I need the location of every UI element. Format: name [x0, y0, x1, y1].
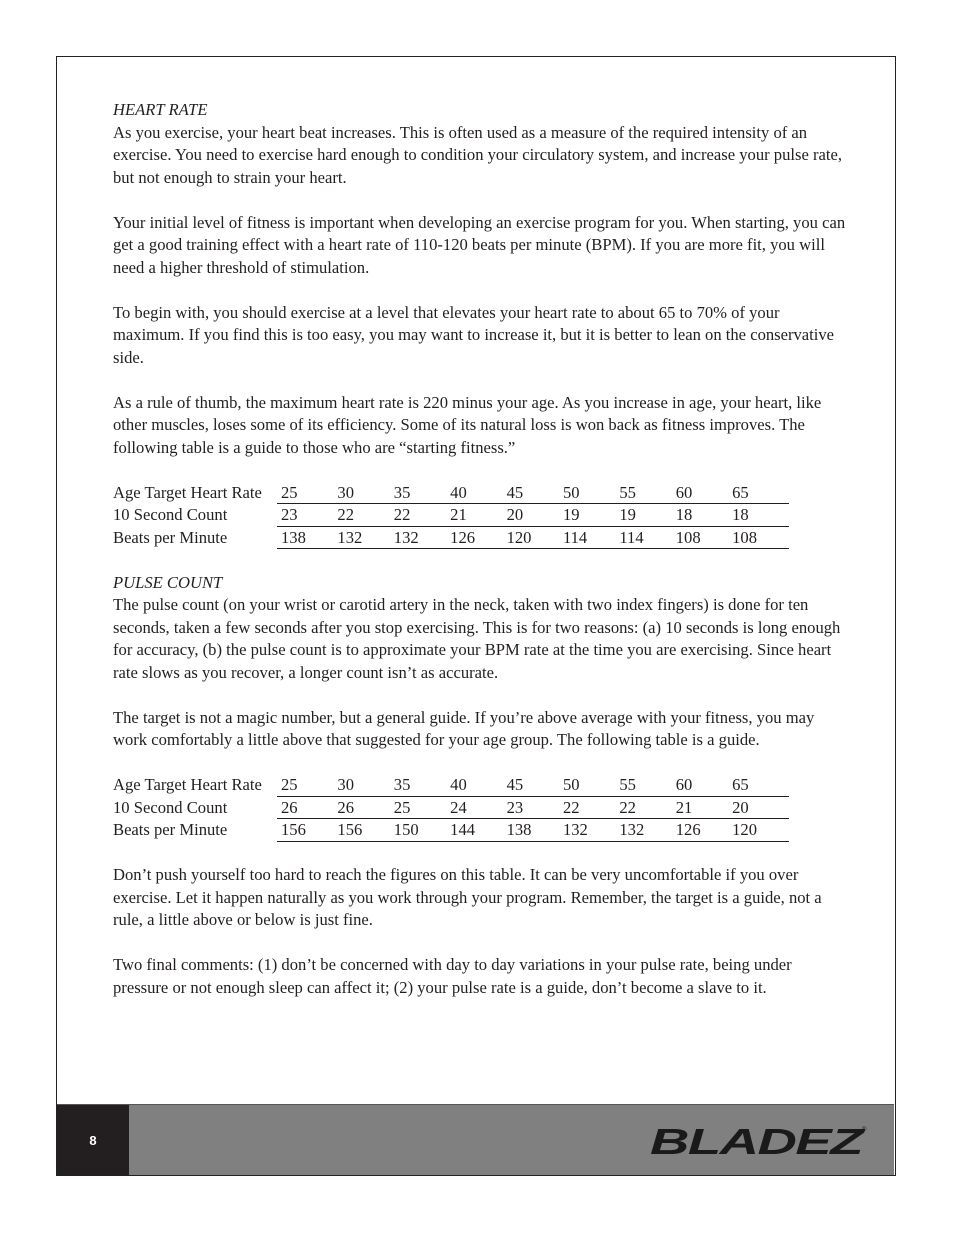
table-row: [113, 797, 789, 820]
pulse-count-heading: PULSE COUNT: [113, 572, 223, 592]
table-cell: 23: [281, 505, 298, 524]
table-cell: 45: [506, 482, 524, 502]
table-row: [113, 482, 789, 505]
row-values: [277, 774, 789, 797]
table-cell: 35: [393, 775, 411, 794]
table-cell: 120: [506, 527, 532, 547]
table-cell: 24: [450, 797, 467, 817]
page-number: 8: [57, 1105, 129, 1175]
row-label: Age Target Heart Rate: [113, 482, 262, 502]
pulse-count-paragraph-1: The pulse count (on your wrist or carotid artery in the neck, taken with two index fingers) is done for ten seconds, taken a few seconds after you stop exercising. This is for two reasons: (a) 10 seconds is long enough for accuracy, (b) the pulse count is to approximate your BPM rate at the time you are exercising. Since heart rate slows as you recover, a longer count isn’t as accurate.: [113, 595, 841, 682]
table-cell: 45: [506, 775, 524, 794]
table-cell: 138: [506, 820, 532, 839]
heart-rate-paragraph-2: Your initial level of fitness is important when developing an exercise program for you. When starting, you can get a good training effect with a heart rate of 110-120 beats per minute (BPM). If you are more fit, you will need a higher threshold of stimulation.: [113, 212, 846, 277]
table-cell: 132: [337, 527, 363, 547]
brand-name: BLADEZ: [650, 1123, 867, 1159]
table-cell: 18: [675, 505, 693, 524]
heart-rate-paragraph-4: As a rule of thumb, the maximum heart rate is 220 minus your age. As you increase in age, your heart, like other muscles, loses some of its efficiency. Some of its natural loss is won back as fitness improves. The following table is a guide to those who are “starting fitness.”: [113, 392, 822, 457]
table-cell: 50: [562, 482, 580, 502]
row-label: Beats per Minute: [113, 820, 228, 839]
table-cell: 138: [281, 527, 306, 547]
table-cell: 55: [619, 775, 636, 794]
table-cell: 25: [281, 775, 298, 794]
row-values: [277, 797, 789, 820]
table-cell: 26: [337, 797, 354, 817]
table-cell: 18: [732, 505, 749, 524]
table-cell: 26: [281, 797, 298, 817]
table-cell: 22: [619, 797, 636, 817]
table-cell: 40: [450, 482, 467, 502]
page-frame: [56, 56, 896, 1176]
row-label: 10 Second Count: [113, 505, 228, 524]
table-cell: 114: [619, 527, 644, 547]
row-label: Age Target Heart Rate: [113, 775, 262, 794]
table-cell: 21: [450, 505, 467, 524]
table-cell: 55: [619, 482, 636, 502]
pulse-count-paragraph-2: The target is not a magic number, but a general guide. If you’re above average with your fitness, you may work comfortably a little above that suggested for your age group. The following table is a guide.: [113, 707, 815, 749]
page-footer: [57, 1104, 894, 1175]
table-cell: 23: [506, 797, 524, 817]
table-cell: 30: [337, 775, 354, 794]
table-cell: 150: [393, 820, 419, 839]
heart-rate-paragraph-1: As you exercise, your heart beat increases. This is often used as a measure of the required intensity of an exercise. You need to exercise hard enough to condition your circulatory system, and increase your pulse rate, but not enough to strain your heart.: [113, 122, 842, 187]
table-cell: 144: [450, 820, 476, 839]
row-label: Beats per Minute: [113, 527, 228, 547]
table-row: [113, 819, 789, 842]
table-cell: 156: [337, 820, 363, 839]
table-cell: 40: [450, 775, 467, 794]
closing-paragraph-1: Don’t push yourself too hard to reach the figures on this table. It can be very uncomfortable if you over exercise. Let it happen naturally as you work through your program. Remember, the target is a guide, not a rule, a little above or below is just fine.: [113, 865, 822, 929]
table-cell: 19: [562, 505, 580, 524]
table-cell: 22: [562, 797, 580, 817]
table-cell: 20: [506, 505, 524, 524]
table-cell: 114: [562, 527, 588, 547]
table-cell: 60: [675, 482, 693, 502]
table-cell: 20: [732, 797, 749, 817]
heart-rate-heading: HEART RATE: [113, 100, 208, 119]
table-cell: 65: [732, 775, 749, 794]
table-row: [113, 527, 789, 550]
table-cell: 126: [450, 527, 476, 547]
table-cell: 22: [337, 505, 354, 524]
table-cell: 132: [562, 820, 588, 839]
table-cell: 35: [393, 482, 411, 502]
table-cell: 108: [675, 527, 701, 547]
table-cell: 132: [393, 527, 419, 547]
row-values: [277, 504, 789, 527]
table-cell: 22: [393, 505, 411, 524]
table-cell: 108: [732, 527, 758, 547]
table-row: [113, 774, 789, 797]
heart-rate-paragraph-3: To begin with, you should exercise at a level that elevates your heart rate to about 65 to 70% of your maximum. If you find this is too easy, you may want to increase it, but it is better to lean on the conservative side.: [113, 302, 835, 367]
table-cell: 126: [675, 820, 701, 839]
table-cell: 156: [281, 820, 306, 839]
row-values: [277, 482, 789, 505]
row-label: 10 Second Count: [113, 797, 228, 817]
page-content: [113, 99, 848, 1022]
table-cell: 132: [619, 820, 645, 839]
table-cell: 21: [675, 797, 693, 817]
table-cell: 30: [337, 482, 354, 502]
above-average-table: [113, 774, 789, 842]
table-cell: 120: [732, 820, 758, 839]
table-cell: 50: [562, 775, 580, 794]
closing-paragraph-2: Two final comments: (1) don’t be concerned with day to day variations in your pulse rate, being under pressure or not enough sleep can affect it; (2) your pulse rate is a guide, don’t become a slave to it.: [113, 955, 792, 997]
table-cell: 65: [732, 482, 749, 502]
table-cell: 25: [393, 797, 411, 817]
bladez-logo: [650, 1123, 870, 1159]
row-values: [277, 819, 789, 842]
row-values: [277, 527, 789, 550]
trademark-symbol: ®: [862, 1127, 867, 1133]
table-cell: 60: [675, 775, 693, 794]
table-cell: 19: [619, 505, 636, 524]
starting-fitness-table: [113, 482, 789, 550]
table-cell: 25: [281, 482, 298, 502]
table-row: [113, 504, 789, 527]
